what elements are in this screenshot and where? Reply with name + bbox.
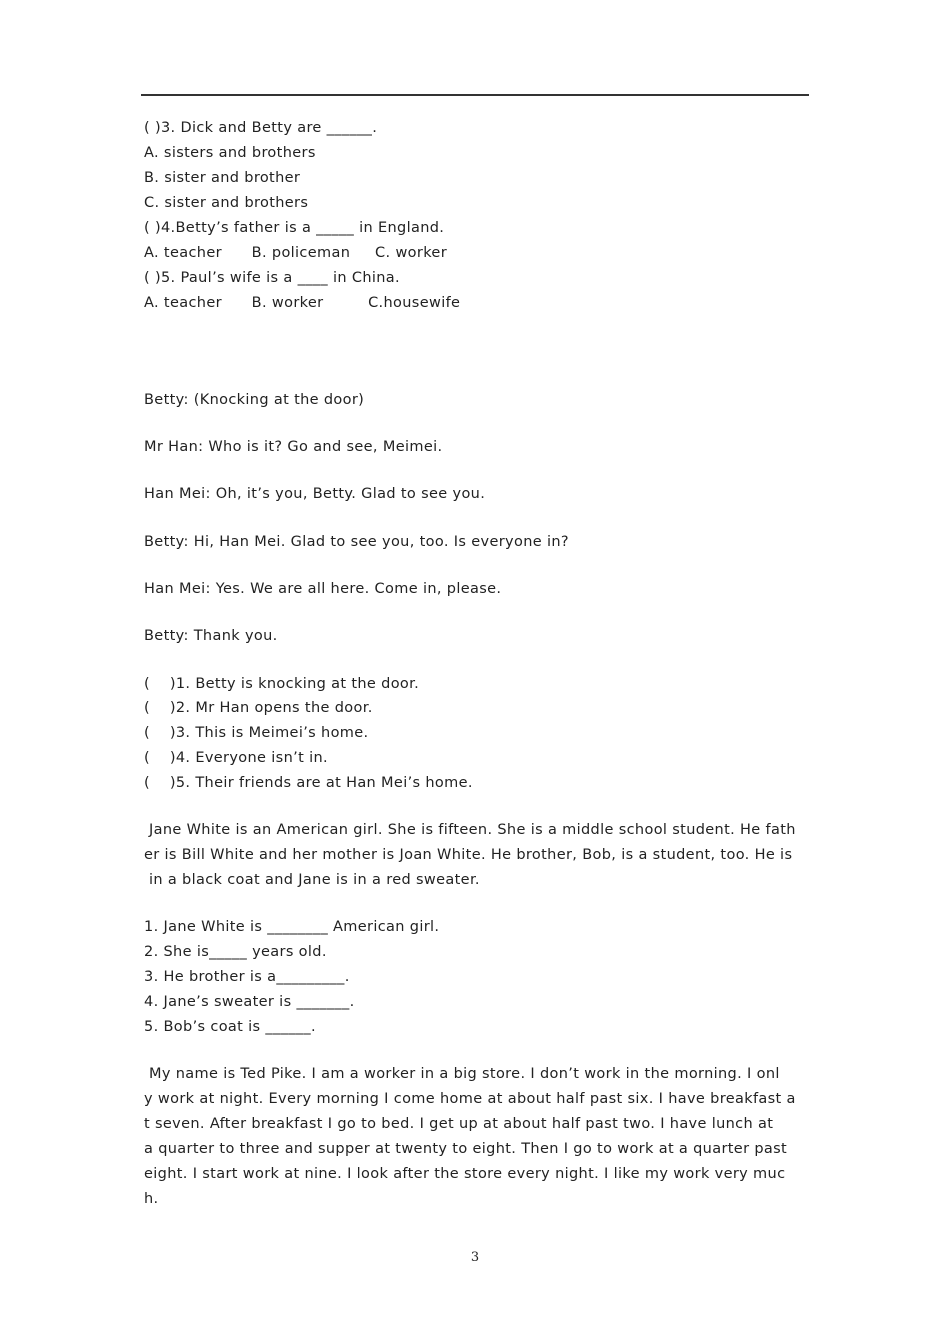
fill-4-text: 4. Jane’s sweater is — [144, 994, 297, 1010]
question-3 — [144, 118, 377, 138]
fill-2-text: 2. She is — [144, 944, 210, 960]
q5-text: ( )5. Paul’s wife is a — [144, 270, 298, 286]
q3-blank: ______ — [326, 120, 373, 136]
fill-3-suffix: . — [344, 969, 350, 985]
dialogue-line: Han Mei: Oh, it’s you, Betty. Glad to see you. — [144, 486, 486, 502]
tf-question: ( )2. Mr Han opens the door. — [144, 700, 373, 716]
q5-suffix: in China. — [328, 270, 400, 286]
fill-question-5 — [144, 1017, 316, 1037]
fill-1-blank: ________ — [267, 919, 329, 935]
dialogue-line: Betty: Hi, Han Mei. Glad to see you, too. Is everyone in? — [144, 534, 569, 550]
dialogue-line: Han Mei: Yes. We are all here. Come in, please. — [144, 581, 502, 597]
q4-options: A. teacher B. policeman C. worker — [144, 245, 448, 261]
dialogue-line: Mr Han: Who is it? Go and see, Meimei. — [144, 439, 443, 455]
fill-question-4 — [144, 992, 355, 1012]
fill-4-blank: _______ — [296, 994, 350, 1010]
dialogue-line: Betty: Thank you. — [144, 628, 278, 644]
passage-ted-line: eight. I start work at nine. I look after the store every night. I like my work very muc — [144, 1166, 786, 1182]
fill-5-text: 5. Bob’s coat is — [144, 1019, 266, 1035]
fill-1-suffix: American girl. — [328, 919, 440, 935]
q3-option-c: C. sister and brothers — [144, 195, 309, 211]
passage-ted-line: y work at night. Every morning I come home at about half past six. I have breakfast a — [144, 1091, 796, 1107]
tf-question: ( )4. Everyone isn’t in. — [144, 750, 328, 766]
fill-1-text: 1. Jane White is — [144, 919, 268, 935]
fill-2-blank: _____ — [209, 944, 248, 960]
fill-5-suffix: . — [311, 1019, 316, 1035]
q3-suffix: . — [372, 120, 378, 136]
dialogue-line: Betty: (Knocking at the door) — [144, 392, 365, 408]
fill-question-2 — [144, 942, 327, 962]
header-rule — [141, 94, 809, 96]
q5-options: A. teacher B. worker C.housewife — [144, 295, 461, 311]
passage-ted-line: a quarter to three and supper at twenty to eight. Then I go to work at a quarter past — [144, 1141, 788, 1157]
q5-blank: ____ — [297, 270, 329, 286]
passage-jane-line: in a black coat and Jane is in a red sweater. — [144, 872, 480, 888]
fill-3-text: 3. He brother is a — [144, 969, 277, 985]
fill-3-blank: _________ — [276, 969, 345, 985]
q4-text: ( )4.Betty’s father is a — [144, 220, 317, 236]
q3-text: ( )3. Dick and Betty are — [144, 120, 327, 136]
passage-ted-line: t seven. After breakfast I go to bed. I get up at about half past two. I have lunch at — [144, 1116, 774, 1132]
fill-question-3 — [144, 967, 350, 987]
q3-option-a: A. sisters and brothers — [144, 145, 316, 161]
tf-question: ( )3. This is Meimei’s home. — [144, 725, 369, 741]
q4-blank: _____ — [316, 220, 355, 236]
fill-2-suffix: years old. — [247, 944, 327, 960]
q3-option-b: B. sister and brother — [144, 170, 301, 186]
passage-jane-line: er is Bill White and her mother is Joan White. He brother, Bob, is a student, too. He is — [144, 847, 793, 863]
fill-5-blank: ______ — [265, 1019, 312, 1035]
fill-question-1 — [144, 917, 439, 937]
tf-question: ( )5. Their friends are at Han Mei’s home. — [144, 775, 473, 791]
question-4 — [144, 218, 444, 238]
page-number: 3 — [470, 1250, 480, 1265]
fill-4-suffix: . — [349, 994, 355, 1010]
passage-jane-line: Jane White is an American girl. She is fifteen. She is a middle school student. He fath — [144, 822, 796, 838]
tf-question: ( )1. Betty is knocking at the door. — [144, 676, 420, 692]
q4-suffix: in England. — [354, 220, 445, 236]
question-5 — [144, 268, 400, 288]
passage-ted-line: My name is Ted Pike. I am a worker in a big store. I don’t work in the morning. I onl — [144, 1066, 780, 1082]
passage-ted-line: h. — [144, 1191, 159, 1207]
